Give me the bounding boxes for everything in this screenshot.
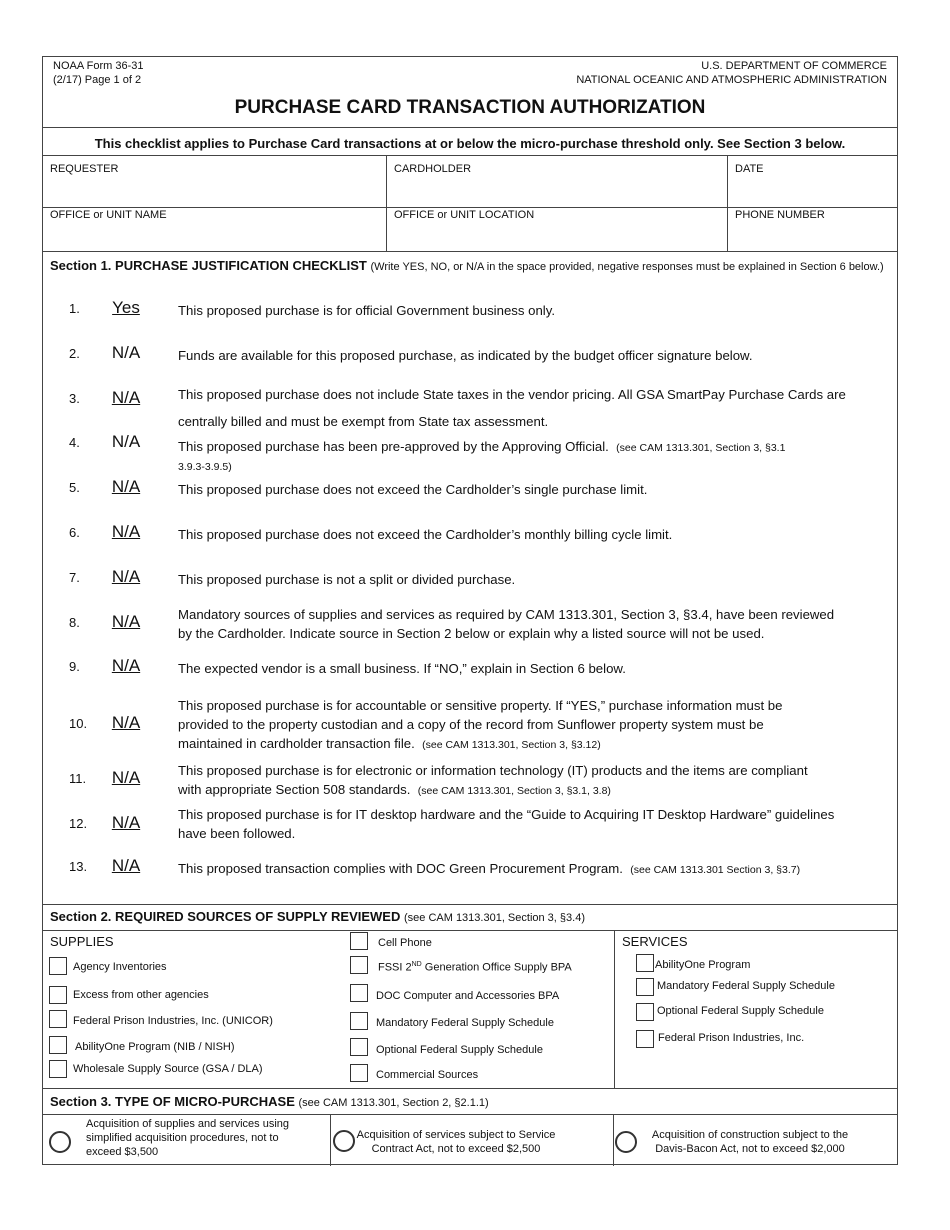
office-location-field[interactable]: OFFICE or UNIT LOCATION [394, 209, 535, 221]
doc-computer-bpa-checkbox[interactable] [350, 984, 368, 1002]
divider [43, 207, 897, 208]
services-optional-fss-checkbox[interactable] [636, 1003, 654, 1021]
checkbox-label: Commercial Sources [376, 1069, 479, 1081]
item-answer[interactable]: N/A [111, 388, 141, 407]
item-text-line: This proposed purchase is for accountable or sensitive property. If “YES,” purchase information must be [178, 698, 783, 713]
excess-agencies-checkbox[interactable] [49, 986, 67, 1004]
office-name-field[interactable]: OFFICE or UNIT NAME [50, 209, 167, 221]
divider [614, 930, 615, 1088]
section2-heading: Section 2. REQUIRED SOURCES OF SUPPLY REVIEWED [50, 909, 401, 924]
item-text: This proposed purchase does not exceed the Cardholder’s single purchase limit. [178, 482, 648, 497]
wholesale-supply-checkbox[interactable] [49, 1060, 67, 1078]
item-answer[interactable]: N/A [111, 477, 141, 496]
section2-title [50, 909, 585, 924]
fssi-label-rest: Generation Office Supply BPA [421, 961, 572, 974]
simplified-acquisition-radio[interactable] [49, 1131, 71, 1153]
cell-phone-checkbox[interactable] [350, 932, 368, 950]
item-answer[interactable]: N/A [111, 656, 141, 675]
item-text-line: provided to the property custodian and a copy of the record from Sunflower property system must be [178, 717, 764, 732]
item-text: This proposed purchase does not exceed the Cardholder’s monthly billing cycle limit. [178, 527, 673, 542]
section1-note: (Write YES, NO, or N/A in the space provided, negative responses must be explained in Section 6 below.) [370, 261, 884, 273]
item-text [178, 859, 893, 880]
item-text-line: This proposed purchase is for electronic or information technology (IT) products and the items are compliant [178, 763, 808, 778]
item-number: 3. [69, 391, 80, 406]
item-text: This proposed purchase is not a split or divided purchase. [178, 572, 516, 587]
item-text-line: This proposed purchase has been pre-approved by the Approving Official. [178, 439, 609, 454]
item-reference: (see CAM 1313.301 Section 3, §3.7) [630, 864, 801, 876]
item-text [178, 805, 893, 843]
item-number: 11. [69, 771, 87, 786]
section3-heading: Section 3. TYPE OF MICRO-PURCHASE [50, 1094, 295, 1109]
fssi-label: FSSI 2 [378, 961, 412, 974]
form-number: NOAA Form 36-31 [53, 60, 144, 72]
item-number: 1. [69, 301, 80, 316]
unicor-checkbox[interactable] [49, 1010, 67, 1028]
checkbox-label: Excess from other agencies [73, 989, 209, 1001]
divider [43, 1114, 897, 1115]
item-answer[interactable]: N/A [111, 567, 141, 586]
item-text-line: centrally billed and must be exempt from State tax assessment. [178, 414, 549, 429]
item-reference: (see CAM 1313.301, Section 3, §3.1, 3.8) [417, 785, 611, 797]
requester-field[interactable]: REQUESTER [50, 163, 119, 175]
item-number: 9. [69, 659, 80, 674]
mandatory-fss-checkbox[interactable] [350, 1012, 368, 1030]
item-number: 6. [69, 525, 80, 540]
section2-note: (see CAM 1313.301, Section 3, §3.4) [403, 912, 585, 924]
abilityone-supplies-checkbox[interactable] [49, 1036, 67, 1054]
services-heading: SERVICES [622, 934, 688, 949]
item-number: 8. [69, 615, 80, 630]
item-answer[interactable]: N/A [111, 856, 141, 875]
commercial-sources-checkbox[interactable] [350, 1064, 368, 1082]
checkbox-label: Optional Federal Supply Schedule [376, 1044, 543, 1056]
agency-name: NATIONAL OCEANIC AND ATMOSPHERIC ADMINISTRATION [576, 74, 887, 86]
item-answer[interactable]: Yes [112, 298, 140, 317]
checkbox-label: Federal Prison Industries, Inc. [658, 1032, 805, 1044]
item-reference: (see CAM 1313.301, Section 3, §3.1 [616, 442, 786, 454]
radio-label: Acquisition of construction subject to the Davis-Bacon Act, not to exceed $2,000 [651, 1129, 849, 1155]
item-number: 10. [69, 716, 88, 731]
radio-label: Acquisition of services subject to Service Contract Act, not to exceed $2,500 [356, 1129, 556, 1155]
abilityone-services-checkbox[interactable] [636, 954, 654, 972]
item-number: 7. [69, 570, 80, 585]
section1-title [50, 258, 884, 273]
item-answer[interactable]: N/A [111, 612, 141, 631]
supplies-heading: SUPPLIES [50, 934, 114, 949]
checkbox-label: Federal Prison Industries, Inc. (UNICOR) [73, 1015, 273, 1027]
section3-note: (see CAM 1313.301, Section 2, §2.1.1) [298, 1097, 489, 1109]
item-text [178, 605, 893, 643]
checkbox-label: AbilityOne Program (NIB / NISH) [75, 1041, 235, 1053]
divider [43, 127, 897, 128]
item-text [178, 435, 893, 474]
checkbox-label: Agency Inventories [73, 961, 167, 973]
divider [386, 155, 387, 251]
divider [43, 904, 897, 905]
checklist-note: This checklist applies to Purchase Card transactions at or below the micro-purchase threshold only. See Section 3 below. [94, 136, 846, 151]
optional-fss-checkbox[interactable] [350, 1038, 368, 1056]
section3-title [50, 1094, 489, 1109]
form-title: PURCHASE CARD TRANSACTION AUTHORIZATION [234, 97, 706, 118]
cardholder-field[interactable]: CARDHOLDER [394, 163, 472, 175]
item-text-line: maintained in cardholder transaction file. [178, 736, 415, 751]
divider [330, 1114, 331, 1166]
item-text-line: with appropriate Section 508 standards. [178, 782, 411, 797]
item-number: 13. [69, 859, 88, 874]
item-number: 2. [69, 346, 80, 361]
form-id-block [53, 59, 143, 87]
item-text-line: Mandatory sources of supplies and services as required by CAM 1313.301, Section 3, §3.4, have been reviewed [178, 607, 835, 622]
item-answer[interactable]: N/A [111, 432, 141, 451]
department-name: U.S. DEPARTMENT OF COMMERCE [701, 60, 887, 72]
checkbox-label: Wholesale Supply Source (GSA / DLA) [73, 1063, 263, 1075]
form-date-page: (2/17) Page 1 of 2 [53, 74, 142, 86]
date-field[interactable]: DATE [735, 163, 764, 175]
fssi-superscript: ND [411, 961, 422, 968]
item-text-line: by the Cardholder. Indicate source in Section 2 below or explain why a listed source will not be used. [178, 626, 765, 641]
radio-label: Acquisition of supplies and services using simplified acquisition procedures, not to exceed $3,500 [86, 1118, 290, 1158]
checkbox-label: Optional Federal Supply Schedule [657, 1005, 824, 1017]
services-unicor-checkbox[interactable] [636, 1030, 654, 1048]
item-answer[interactable]: N/A [111, 813, 141, 832]
checkbox-label: Mandatory Federal Supply Schedule [657, 980, 835, 992]
davis-bacon-act-radio[interactable] [615, 1131, 637, 1153]
divider [43, 1088, 897, 1089]
phone-number-field[interactable]: PHONE NUMBER [735, 209, 825, 221]
item-number: 4. [69, 435, 80, 450]
item-answer[interactable]: N/A [111, 522, 141, 541]
checkbox-label: Cell Phone [378, 937, 432, 949]
item-answer[interactable]: N/A [111, 768, 141, 787]
item-reference: 3.9.3-3.9.5) [178, 461, 232, 473]
divider [613, 1114, 614, 1166]
item-text: Funds are available for this proposed purchase, as indicated by the budget officer signature below. [178, 348, 753, 363]
item-answer[interactable]: N/A [111, 713, 141, 732]
item-text-line: have been followed. [178, 826, 296, 841]
divider [43, 155, 897, 156]
item-reference: (see CAM 1313.301, Section 3, §3.12) [422, 739, 601, 751]
item-text [178, 761, 893, 801]
services-mandatory-fss-checkbox[interactable] [636, 978, 654, 996]
section1-heading: Section 1. PURCHASE JUSTIFICATION CHECKLIST [50, 258, 367, 273]
item-text [178, 696, 893, 755]
item-text-line: This proposed purchase is for IT desktop hardware and the “Guide to Acquiring IT Desktop Hardware” guidelines [178, 807, 835, 822]
item-text-line: This proposed purchase does not include State taxes in the vendor pricing. All GSA SmartPay Purchase Cards are [178, 387, 846, 402]
item-text-line: This proposed transaction complies with DOC Green Procurement Program. [178, 861, 623, 876]
item-text: The expected vendor is a small business. If “NO,” explain in Section 6 below. [178, 661, 626, 676]
checkbox-label: DOC Computer and Accessories BPA [376, 990, 560, 1002]
item-number: 12. [69, 816, 88, 831]
purchase-card-form [42, 56, 898, 1165]
divider [43, 930, 897, 931]
agency-inventories-checkbox[interactable] [49, 957, 67, 975]
agency-block [576, 59, 887, 87]
item-answer[interactable]: N/A [111, 343, 141, 362]
divider [43, 251, 897, 252]
checkbox-label: AbilityOne Program [655, 959, 751, 971]
checkbox-label [378, 961, 572, 974]
item-text: This proposed purchase is for official Government business only. [178, 303, 556, 318]
divider [727, 155, 728, 251]
fssi-office-supply-checkbox[interactable] [350, 956, 368, 974]
item-number: 5. [69, 480, 80, 495]
checkbox-label: Mandatory Federal Supply Schedule [376, 1017, 554, 1029]
item-text [178, 381, 893, 435]
